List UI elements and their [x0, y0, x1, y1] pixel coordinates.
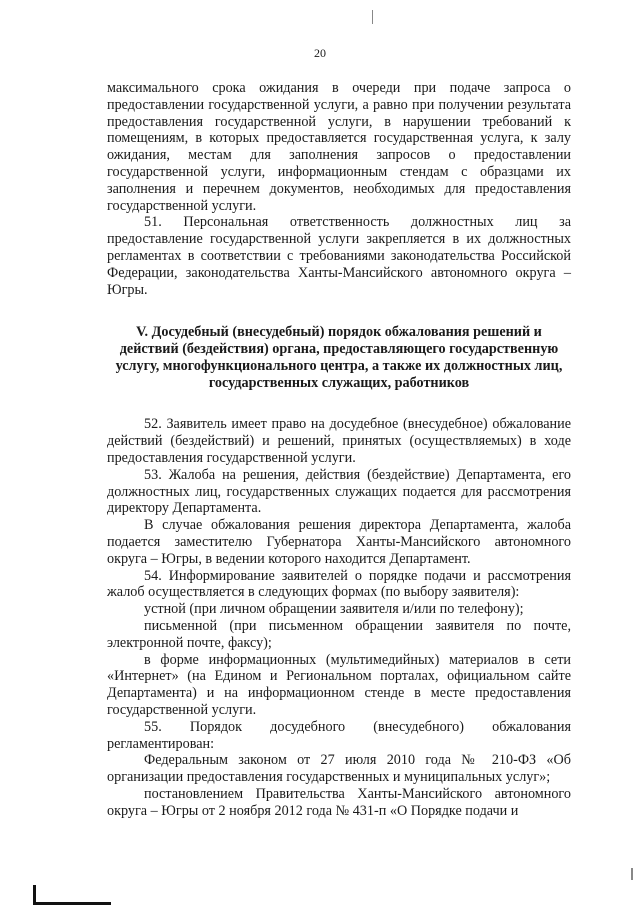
page-number: 20	[314, 46, 326, 60]
list-item-oral: устной (при личном обращении заявителя и/или по телефону);	[144, 601, 524, 618]
list-item-multimedia: в форме информационных (мультимедийных) материалов в сети «Интернет» (на Едином и Региональном порталах, официальном сайте Департамента) и на информационном стенде в месте предоставления государственной услуги.	[107, 651, 571, 718]
paragraph-52: 52. Заявитель имеет право на досудебное (внесудебное) обжалование действий (бездействий) и решений, принятых (осуществляемых) в ходе предоставления государственной услуги.	[107, 416, 571, 466]
paragraph-54: 54. Информирование заявителей о порядке подачи и рассмотрения жалоб осуществляется в следующих формах (по выбору заявителя):	[107, 567, 571, 601]
paragraph-53-appeal: В случае обжалования решения директора Департамента, жалоба подается заместителю Губернатора Ханты-Мансийского автономного округа – Югры, в ведении которого находится Департамент.	[107, 517, 571, 567]
list-item-written: письменной (при письменном обращении заявителя по почте, электронной почте, факсу);	[107, 617, 571, 651]
document-body	[107, 80, 571, 819]
paragraph-continuation: максимального срока ожидания в очереди при подаче запроса о предоставлении государственной услуги, а равно при получении результата предоставления государственной услуги, в нарушении требований к помещениям, в которых предоставляется государственная услуга, к залу ожидания, местам для заполнения запросов о предоставлении государственной услуги, информационным стендам с образцами их заполнения и перечнем документов, необходимых для предоставления государственной услуги.	[107, 80, 571, 214]
paragraph-51: 51. Персональная ответственность должностных лиц за предоставление государственной услуги закрепляется в их должностных регламентах в соответствии с требованиями законодательства Российской Федерации, законодательства Ханты-Мансийского автономного округа – Югры.	[107, 214, 571, 298]
paragraph-53: 53. Жалоба на решения, действия (бездействие) Департамента, его должностных лиц, государственных служащих подается для рассмотрения директору Департамента.	[107, 466, 571, 517]
paragraph-55: 55. Порядок досудебного (внесудебного) обжалования регламентирован:	[107, 718, 571, 752]
scan-speck	[631, 868, 633, 880]
law-reference-431p: постановлением Правительства Ханты-Мансийского автономного округа – Югры от 2 ноября 2012 года № 431-п «О Порядке подачи и	[107, 785, 571, 819]
section-heading: V. Досудебный (внесудебный) порядок обжалования решений и действий (бездействия) органа, предоставляющего государственную услугу, многофункционального центра, а также их должностных лиц, государственных служащих, работников	[115, 324, 563, 392]
scan-speck	[372, 10, 373, 24]
law-reference-210fz: Федеральным законом от 27 июля 2010 года № 210-ФЗ «Об организации предоставления государственных и муниципальных услуг»;	[107, 752, 571, 786]
